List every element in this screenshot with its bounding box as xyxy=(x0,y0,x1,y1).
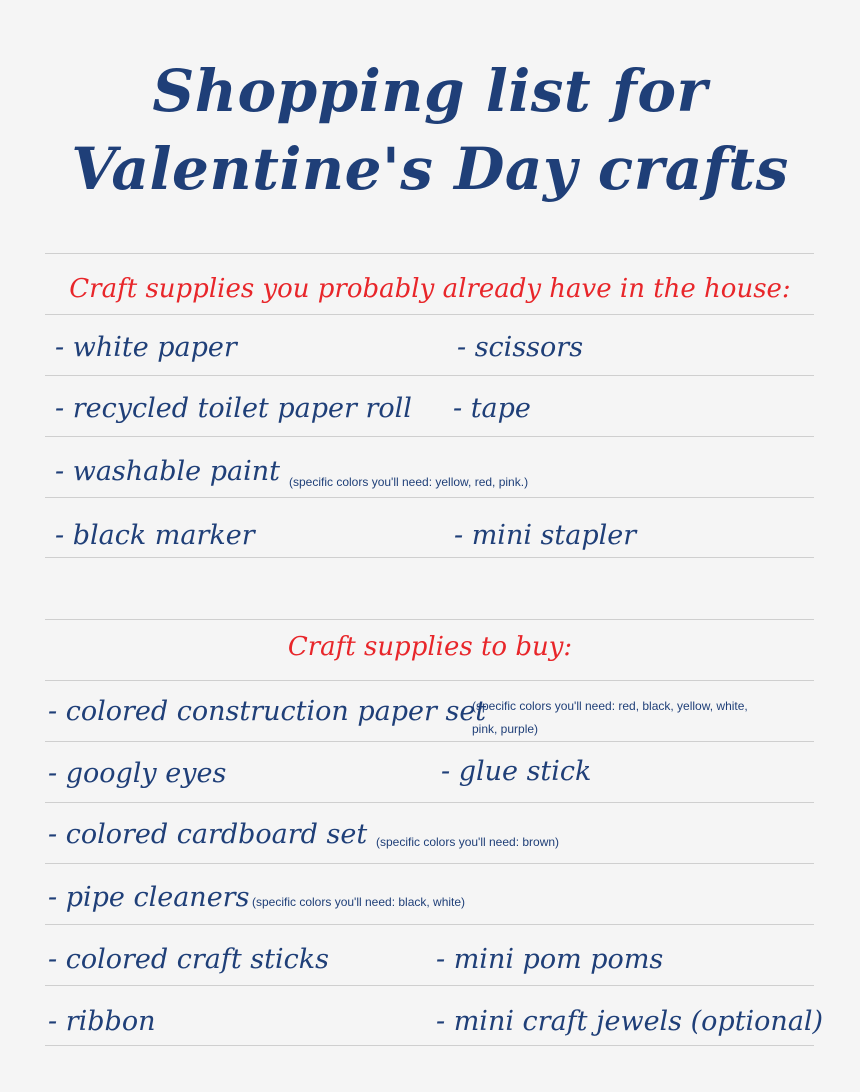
page-title-line-2: Valentine's Day crafts xyxy=(71,135,789,203)
page-title-line-1: Shopping list for xyxy=(152,57,708,125)
divider-line xyxy=(45,436,814,437)
divider-line xyxy=(45,863,814,864)
list-item: - colored craft sticks xyxy=(48,944,329,975)
section-heading-buy: Craft supplies to buy: xyxy=(287,632,573,662)
list-item: - pipe cleaners xyxy=(48,882,250,913)
divider-line xyxy=(45,253,814,254)
color-note: (specific colors you'll need: black, white) xyxy=(252,895,466,909)
divider-line xyxy=(45,314,814,315)
divider-line xyxy=(45,802,814,803)
list-item: - ribbon xyxy=(48,1006,156,1037)
divider-line xyxy=(45,497,814,498)
color-note: (specific colors you'll need: yellow, red, pink.) xyxy=(289,475,529,489)
list-item: - white paper xyxy=(55,332,237,363)
list-item: - washable paint xyxy=(55,456,280,487)
divider-line xyxy=(45,619,814,620)
divider-line xyxy=(45,375,814,376)
color-note: (specific colors you'll need: brown) xyxy=(376,835,560,849)
color-note: (specific colors you'll need: red, black, yellow, white, xyxy=(472,699,748,713)
list-item: - recycled toilet paper roll xyxy=(55,393,412,424)
divider-line xyxy=(45,924,814,925)
list-item: - mini pom poms xyxy=(436,944,664,975)
divider-line xyxy=(45,680,814,681)
list-item: - colored construction paper set xyxy=(48,696,487,727)
list-item: - googly eyes xyxy=(48,758,227,789)
color-note: pink, purple) xyxy=(472,722,539,736)
list-item: - mini craft jewels (optional) xyxy=(436,1006,824,1037)
list-item: - scissors xyxy=(457,332,584,363)
divider-line xyxy=(45,1045,814,1046)
list-item: - black marker xyxy=(55,520,255,551)
section-heading-have: Craft supplies you probably already have in the house: xyxy=(69,274,791,304)
divider-line xyxy=(45,557,814,558)
divider-line xyxy=(45,741,814,742)
divider-line xyxy=(45,985,814,986)
list-item: - mini stapler xyxy=(454,520,637,551)
list-item: - glue stick xyxy=(441,756,592,787)
list-item: - tape xyxy=(453,393,531,424)
list-item: - colored cardboard set xyxy=(48,819,368,850)
